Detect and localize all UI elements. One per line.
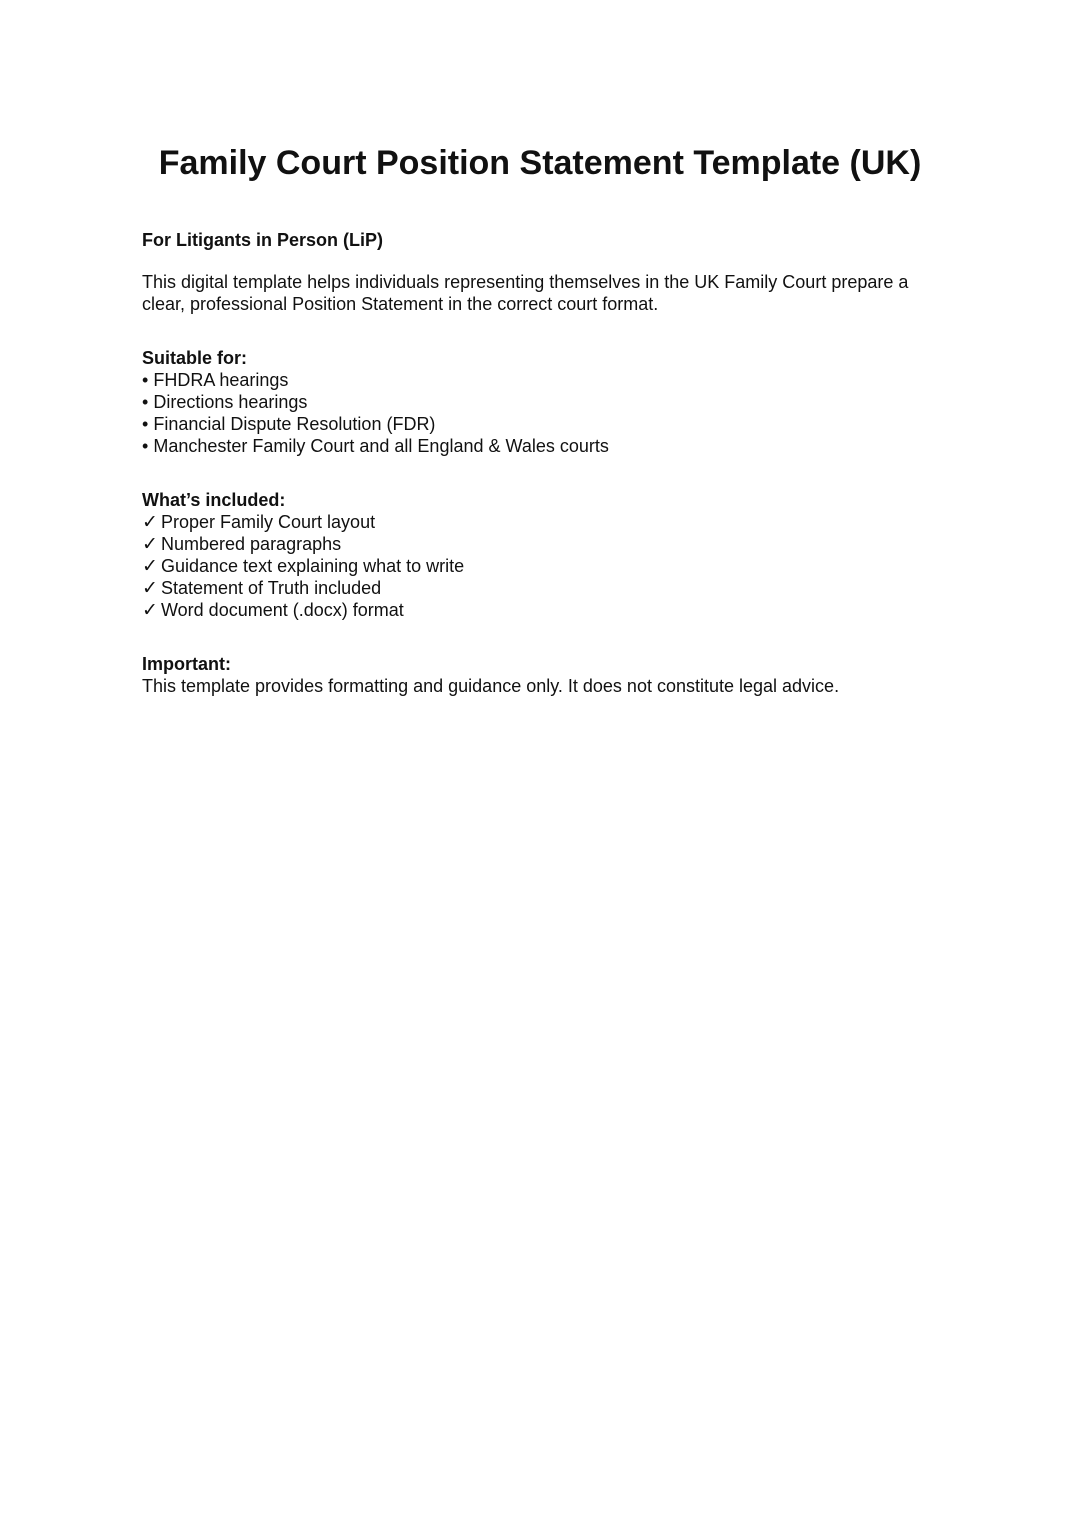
audience-heading: For Litigants in Person (LiP) xyxy=(142,230,384,250)
included-section xyxy=(142,489,942,621)
list-item-text: Statement of Truth included xyxy=(161,578,382,598)
bullet-marker: • xyxy=(142,436,149,456)
list-item xyxy=(142,577,942,599)
list-item-text: Directions hearings xyxy=(153,392,308,412)
list-item-text: FHDRA hearings xyxy=(153,370,289,390)
list-item xyxy=(142,533,942,555)
list-item-text: Word document (.docx) format xyxy=(161,600,404,620)
list-item-text: Numbered paragraphs xyxy=(161,534,342,554)
list-item xyxy=(142,391,942,413)
list-item xyxy=(142,369,942,391)
important-section xyxy=(142,653,942,697)
document-title: Family Court Position Statement Template (UK) xyxy=(158,144,922,182)
suitable-heading: Suitable for: xyxy=(142,348,248,368)
list-item xyxy=(142,435,942,457)
list-item xyxy=(142,511,942,533)
check-icon: ✓ xyxy=(142,533,158,555)
list-item xyxy=(142,599,942,621)
included-list xyxy=(142,511,942,621)
check-icon: ✓ xyxy=(142,577,158,599)
bullet-marker: • xyxy=(142,392,149,412)
list-item xyxy=(142,413,942,435)
check-icon: ✓ xyxy=(142,555,158,577)
list-item-text: Proper Family Court layout xyxy=(161,512,376,532)
list-item-text: Manchester Family Court and all England & Wales courts xyxy=(153,436,609,456)
included-heading: What’s included: xyxy=(142,490,286,510)
important-heading: Important: xyxy=(142,654,231,674)
list-item-text: Guidance text explaining what to write xyxy=(161,556,465,576)
check-icon: ✓ xyxy=(142,511,158,533)
intro-paragraph: This digital template helps individuals representing themselves in the UK Family Court prepare a clear, professional Position Statement in the correct court format. xyxy=(142,272,909,314)
list-item xyxy=(142,555,942,577)
document-body xyxy=(142,229,942,697)
bullet-marker: • xyxy=(142,370,149,390)
list-item-text: Financial Dispute Resolution (FDR) xyxy=(153,414,436,434)
bullet-marker: • xyxy=(142,414,149,434)
important-text: This template provides formatting and guidance only. It does not constitute legal advice. xyxy=(142,676,840,696)
suitable-section xyxy=(142,347,942,457)
check-icon: ✓ xyxy=(142,599,158,621)
suitable-list xyxy=(142,369,942,457)
